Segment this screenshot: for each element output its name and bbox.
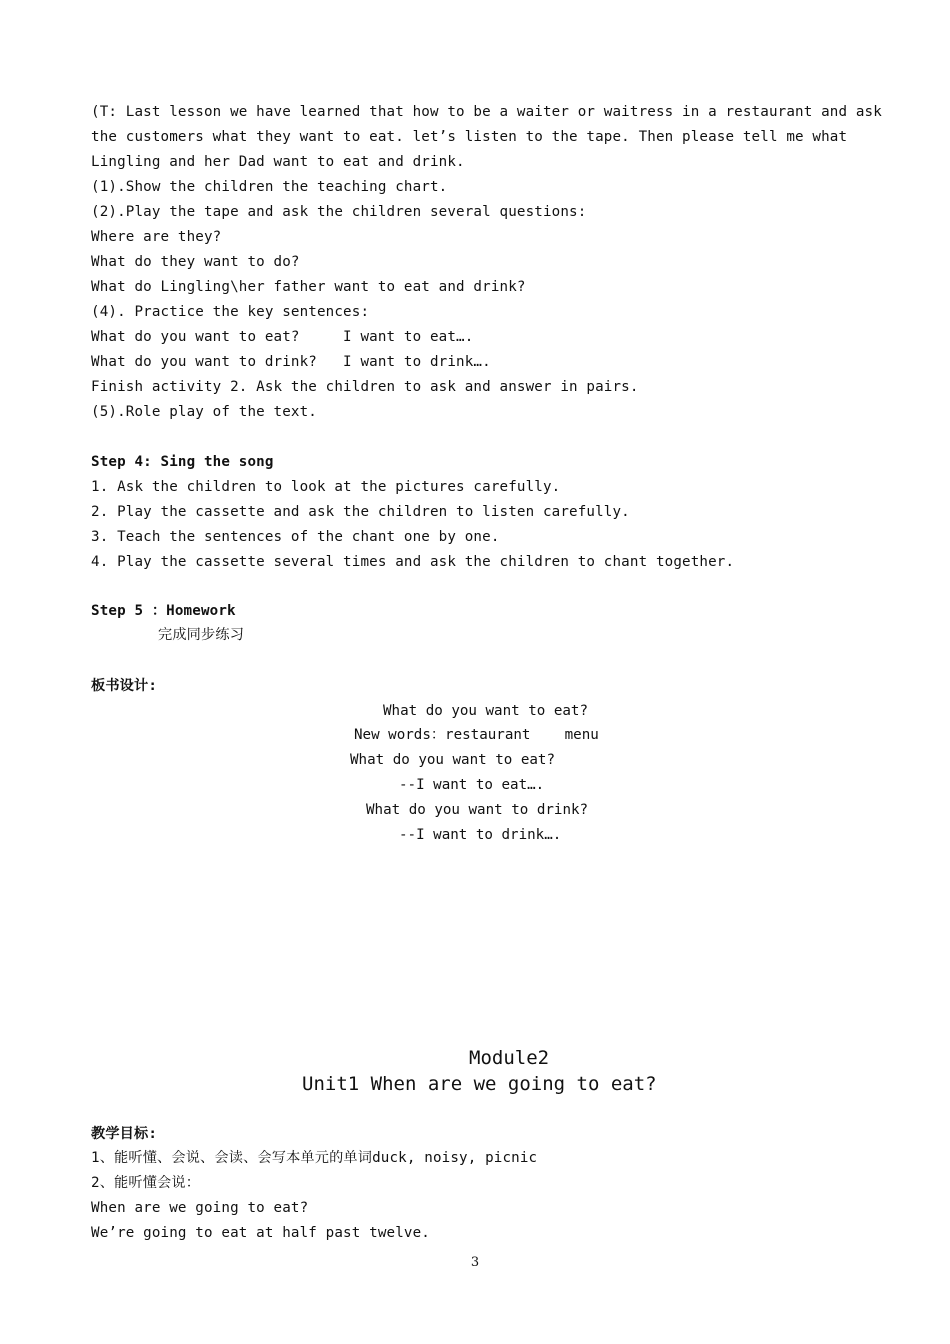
step-line: (5).Role play of the text. <box>91 404 317 420</box>
board-line: What do you want to eat? <box>383 703 588 719</box>
board-line: New words：restaurant menu <box>354 727 599 743</box>
objectives-line: We’re going to eat at half past twelve. <box>91 1225 430 1241</box>
intro-line-2: the customers what they want to eat. let’s listen to the tape. Then please tell me what <box>91 129 848 145</box>
board-heading: 板书设计: <box>91 678 158 694</box>
step-line: (1).Show the children the teaching chart. <box>91 179 448 195</box>
step4-item: 3. Teach the sentences of the chant one by one. <box>91 529 500 545</box>
board-line: What do you want to eat? <box>350 752 555 768</box>
page-number: 3 <box>470 1255 480 1270</box>
objectives-heading: 教学目标: <box>91 1126 158 1142</box>
objectives-line: When are we going to eat? <box>91 1200 309 1216</box>
step-line: What do they want to do? <box>91 254 300 270</box>
step-line: (2).Play the tape and ask the children several questions: <box>91 204 587 220</box>
intro-line-1: (T: Last lesson we have learned that how to be a waiter or waitress in a restaurant and ask <box>91 104 882 120</box>
intro-line-3: Lingling and her Dad want to eat and drink. <box>91 154 465 170</box>
step4-item: 4. Play the cassette several times and ask the children to chant together. <box>91 554 735 570</box>
board-line: --I want to drink…. <box>399 827 562 843</box>
objectives-line: 1、能听懂、会说、会读、会写本单元的单词duck, noisy, picnic <box>91 1150 538 1166</box>
step5-heading: Step 5 ：Homework <box>91 603 236 619</box>
step-line: (4). Practice the key sentences: <box>91 304 370 320</box>
step-line: Where are they? <box>91 229 222 245</box>
step-line: What do you want to drink? I want to drink…. <box>91 354 491 370</box>
step4-heading: Step 4: Sing the song <box>91 454 274 470</box>
step-line: What do you want to eat? I want to eat…. <box>91 329 474 345</box>
step5-body: 完成同步练习 <box>158 627 245 643</box>
step4-item: 1. Ask the children to look at the pictures carefully. <box>91 479 561 495</box>
module-title: Module2 <box>469 1047 550 1069</box>
board-line: --I want to eat…. <box>399 777 545 793</box>
step-line: Finish activity 2. Ask the children to ask and answer in pairs. <box>91 379 639 395</box>
step4-item: 2. Play the cassette and ask the children to listen carefully. <box>91 504 630 520</box>
board-line: What do you want to drink? <box>366 802 589 818</box>
unit-title: Unit1 When are we going to eat? <box>302 1073 657 1095</box>
step-line: What do Lingling\her father want to eat and drink? <box>91 279 526 295</box>
objectives-line: 2、能听懂会说： <box>91 1175 201 1191</box>
